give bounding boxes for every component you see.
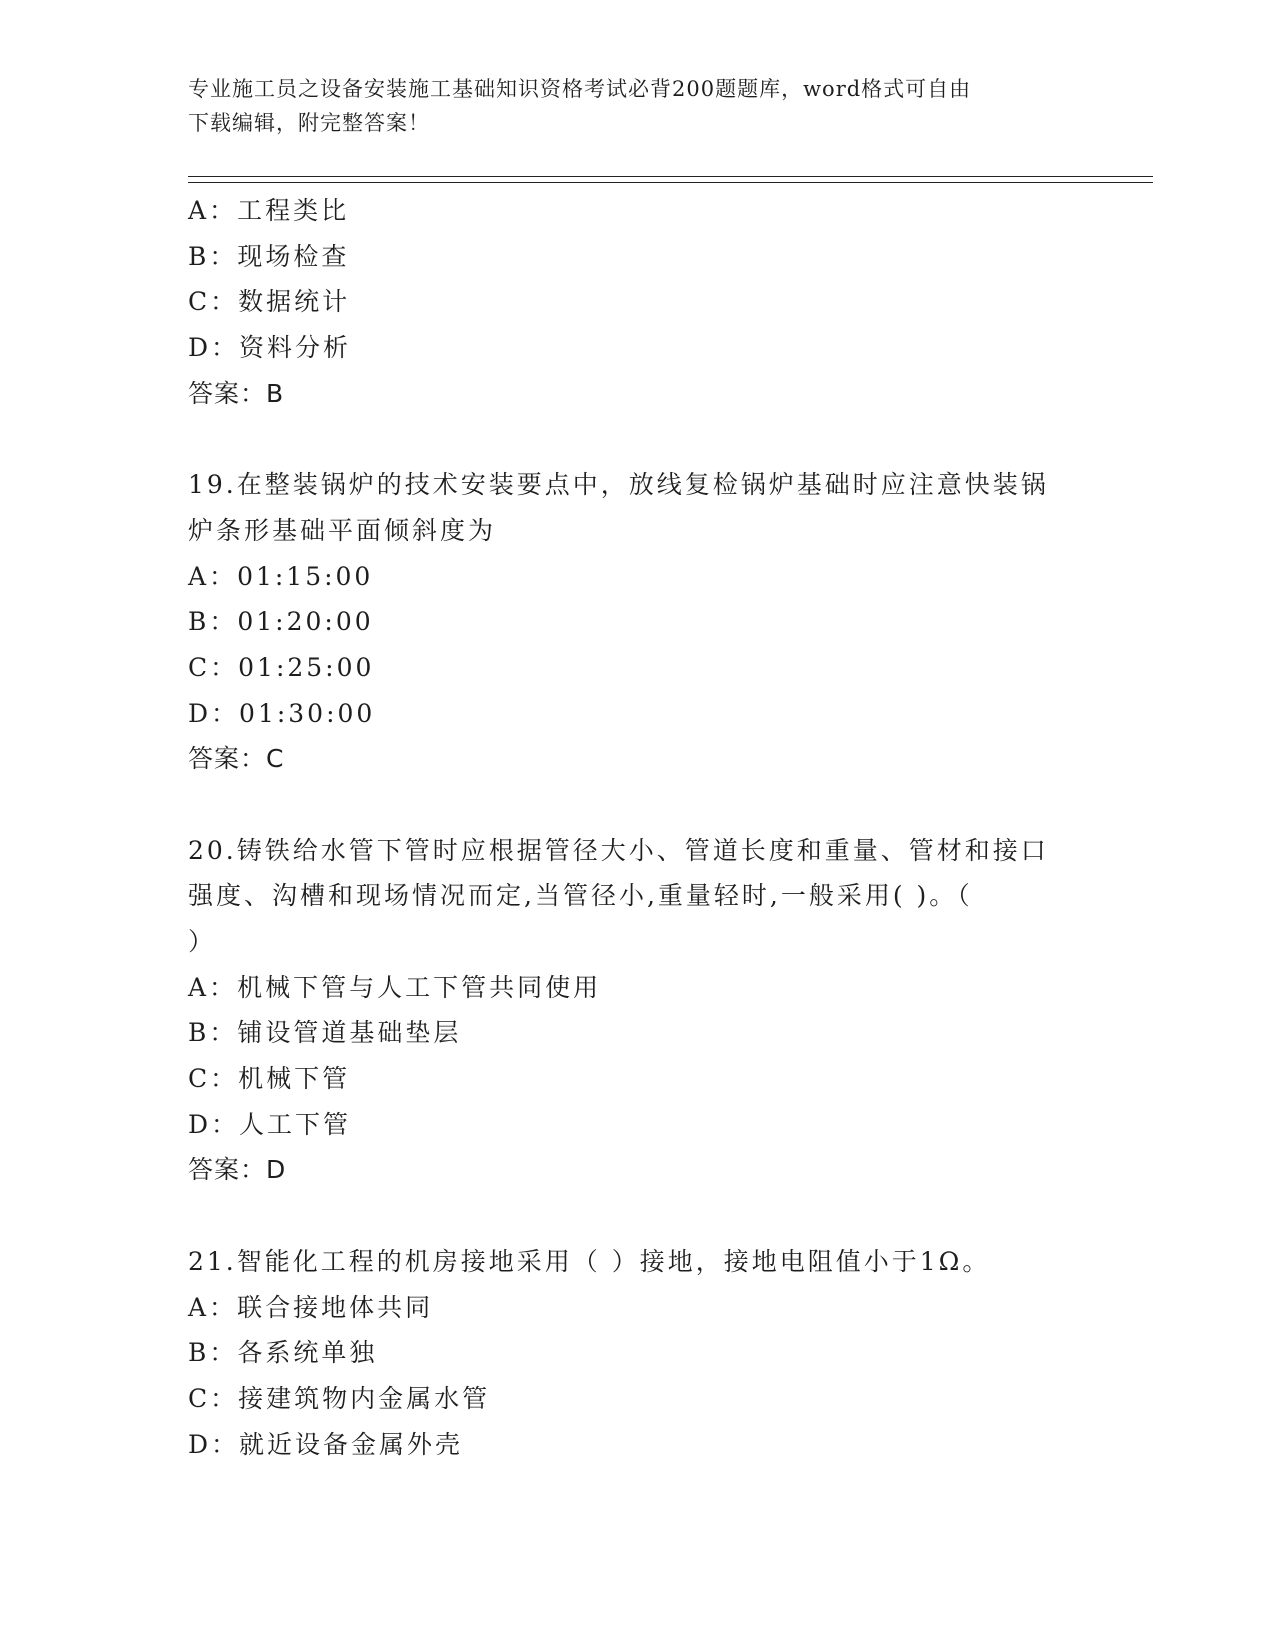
option-text: 各系统单独 (237, 1338, 378, 1368)
option-c (188, 1376, 1088, 1422)
answer: 答案：D (188, 1155, 287, 1185)
option-a (188, 554, 1088, 600)
question-text-line: 19.在整装锅炉的技术安装要点中，放线复检锅炉基础时应注意快装锅 (188, 470, 1049, 500)
option-d (188, 325, 1088, 371)
spacer (188, 1193, 1088, 1239)
question-text-line: 炉条形基础平面倾斜度为 (188, 515, 497, 545)
question-text-line: 20.铸铁给水管下管时应根据管径大小、管道长度和重量、管材和接口 (188, 835, 1049, 865)
option-c (188, 1056, 1088, 1102)
option-key: C： (188, 287, 239, 317)
option-text: 01:30:00 (239, 698, 376, 728)
option-b (188, 234, 1088, 280)
option-d (188, 691, 1088, 737)
option-key: C： (188, 1064, 239, 1094)
option-key: B： (188, 241, 238, 271)
option-b (188, 1010, 1088, 1056)
spacer (188, 782, 1088, 828)
option-text: 机械下管与人工下管共同使用 (237, 972, 602, 1002)
option-text: 联合接地体共同 (237, 1292, 434, 1322)
answer: 答案：B (188, 378, 285, 408)
option-b (188, 1330, 1088, 1376)
option-text: 01:20:00 (237, 607, 374, 637)
header-rule-top (188, 176, 1153, 177)
option-text: 机械下管 (238, 1064, 351, 1094)
option-key: D： (188, 1429, 240, 1459)
option-a (188, 965, 1088, 1011)
option-key: C： (188, 1383, 239, 1413)
option-key: A： (188, 196, 238, 225)
option-d (188, 1102, 1088, 1148)
question-19 (188, 462, 1088, 782)
option-key: B： (188, 1338, 238, 1368)
spacer (188, 416, 1088, 462)
header-rule-bottom (188, 182, 1153, 183)
option-c (188, 645, 1088, 691)
document-header (188, 72, 1088, 140)
option-text: 01:25:00 (238, 652, 375, 682)
option-text: 工程类比 (237, 196, 350, 225)
answer: 答案：C (188, 744, 285, 774)
option-key: A： (188, 1292, 238, 1322)
option-key: B： (188, 607, 238, 637)
question-18 (188, 188, 1088, 416)
option-c (188, 279, 1088, 325)
option-key: C： (188, 652, 239, 682)
option-text: 就近设备金属外壳 (239, 1429, 464, 1459)
option-key: D： (188, 333, 240, 363)
option-text: 现场检查 (237, 241, 350, 271)
question-text-line: 21.智能化工程的机房接地采用（ ）接地，接地电阻值小于1Ω。 (188, 1246, 991, 1276)
option-d (188, 1422, 1088, 1468)
option-key: A： (188, 972, 238, 1002)
option-text: 数据统计 (238, 287, 351, 317)
question-20 (188, 828, 1088, 1194)
option-key: D： (188, 698, 240, 728)
header-line-1: 专业施工员之设备安装施工基础知识资格考试必背200题题库，word格式可自由 (188, 77, 972, 101)
option-text: 人工下管 (239, 1109, 352, 1139)
option-b (188, 599, 1088, 645)
question-21 (188, 1239, 1088, 1467)
option-text: 资料分析 (239, 333, 352, 363)
option-text: 01:15:00 (237, 561, 374, 591)
option-key: B： (188, 1018, 238, 1048)
option-text: 铺设管道基础垫层 (237, 1018, 462, 1048)
question-list (188, 188, 1088, 1467)
header-line-2: 下载编辑，附完整答案！ (188, 111, 430, 135)
option-key: A： (188, 561, 238, 591)
question-text-line: 强度、沟槽和现场情况而定,当管径小,重量轻时,一般采用( )。（ (188, 881, 973, 911)
option-key: D： (188, 1109, 240, 1139)
question-text-line: ） (188, 927, 217, 956)
option-text: 接建筑物内金属水管 (238, 1383, 491, 1413)
option-a (188, 188, 1088, 234)
option-a (188, 1285, 1088, 1331)
